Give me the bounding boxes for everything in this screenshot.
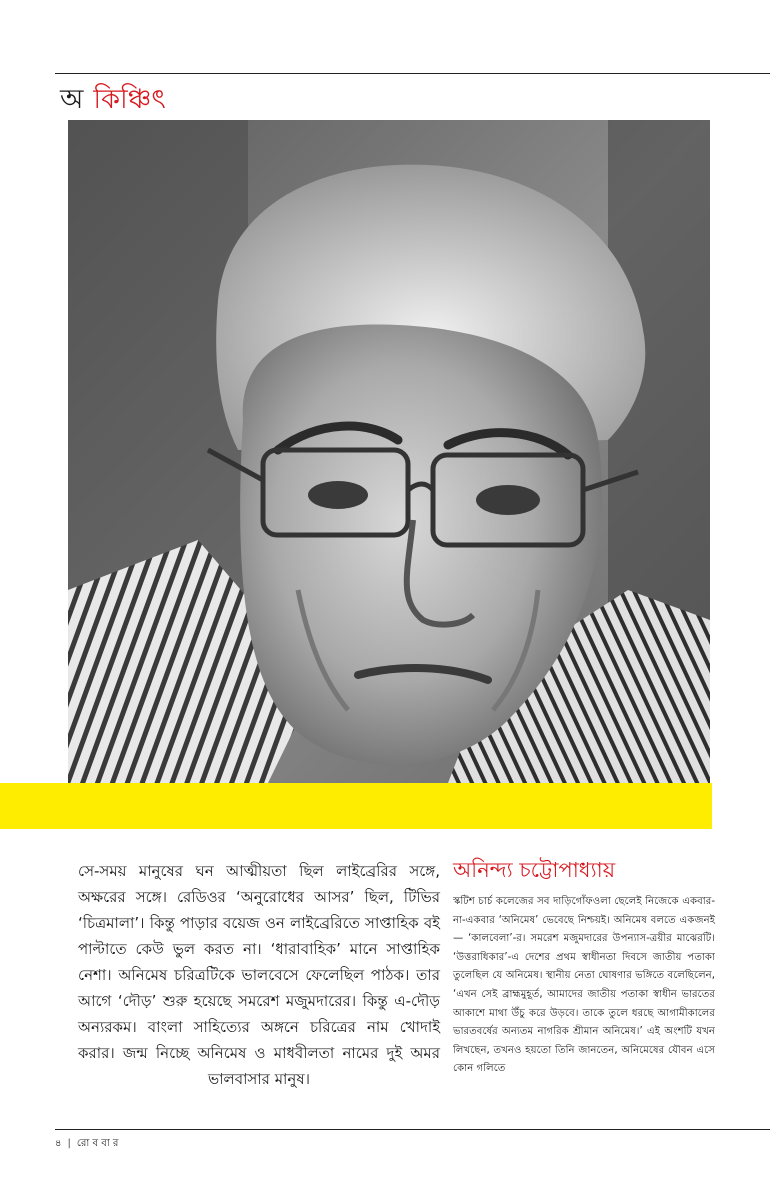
magazine-name: রো ব বা র <box>76 1138 119 1149</box>
author-byline: অনিন্দ্য চট্টোপাধ্যায় <box>453 858 616 882</box>
section-title: কিঞ্চিৎ <box>93 84 166 115</box>
footer-separator: | <box>67 1138 71 1149</box>
portrait-illustration <box>68 120 710 783</box>
section-header <box>60 83 166 117</box>
page-number: ৪ <box>55 1138 62 1149</box>
bottom-rule <box>55 1129 770 1130</box>
lede-paragraph: সে-সময় মানুষের ঘন আত্মীয়তা ছিল লাইব্রেরির সঙ্গে, অক্ষরের সঙ্গে। রেডিওর ‘অনুরোধের আসর’ ছিল, টিভির ‘চিত্রমালা’। কিন্তু পাড়ার বয়েজ ওন লাইব্রেরিতে সাপ্তাহিক বই পাল্টাতে কেউ ভুল করত না। ‘ধারাবাহিক’ মানে সাপ্তাহিক নেশা। অনিমেষ চরিত্রটিকে ভালবেসে ফেলেছিল পাঠক। তার আগে ‘দৌড়’ শুরু হয়েছে সমরেশ মজুমদারের। কিন্তু এ-দৌড় অন্যরকম। বাংলা সাহিত্যের অঙ্গনে চরিত্রের নাম খোদাই করার। জন্ম নিচ্ছে অনিমেষ ও মাধবীলতা নামের দুই অমর ভালবাসার মানুষ। <box>78 862 440 1088</box>
portrait-photo <box>68 120 710 783</box>
top-rule <box>55 73 770 74</box>
yellow-band <box>0 783 712 829</box>
section-letter: অ <box>60 84 84 115</box>
article-body: স্কটিশ চার্চ কলেজের সব দাড়িগোঁফওলা ছেলেই নিজেকে একবার-না-একবার ‘অনিমেষ’ ভেবেছে নিশ্চয়ই। অনিমেষ বলতে একজনই— ‘কালবেলা’-র। সমরেশ মজুমদারের উপন্যাস-ত্রয়ীর মাঝেরটি। ‘উত্তরাধিকার’-এ দেশের প্রথম স্বাধীনতা দিবসে জাতীয় পতাকা তুলেছিল যে অনিমেষ। স্থানীয় নেতা ঘোষণার ভঙ্গিতে বলেছিলেন, ‘এখন সেই ব্রাহ্মমুহূর্ত, আমাদের জাতীয় পতাকা স্বাধীন ভারতের আকাশে মাথা উঁচু করে উড়বে। তাকে তুলে ধরছে আগামীকালের ভারতবর্ষের অন্যতম নাগরিক শ্রীমান অনিমেষ।’ এই অংশটি যখন লিখছেন, তখনও হয়তো তিনি জানতেন, অনিমেষের যৌবন এসে কোন গলিতে <box>453 896 715 1075</box>
page-footer <box>55 1138 118 1150</box>
